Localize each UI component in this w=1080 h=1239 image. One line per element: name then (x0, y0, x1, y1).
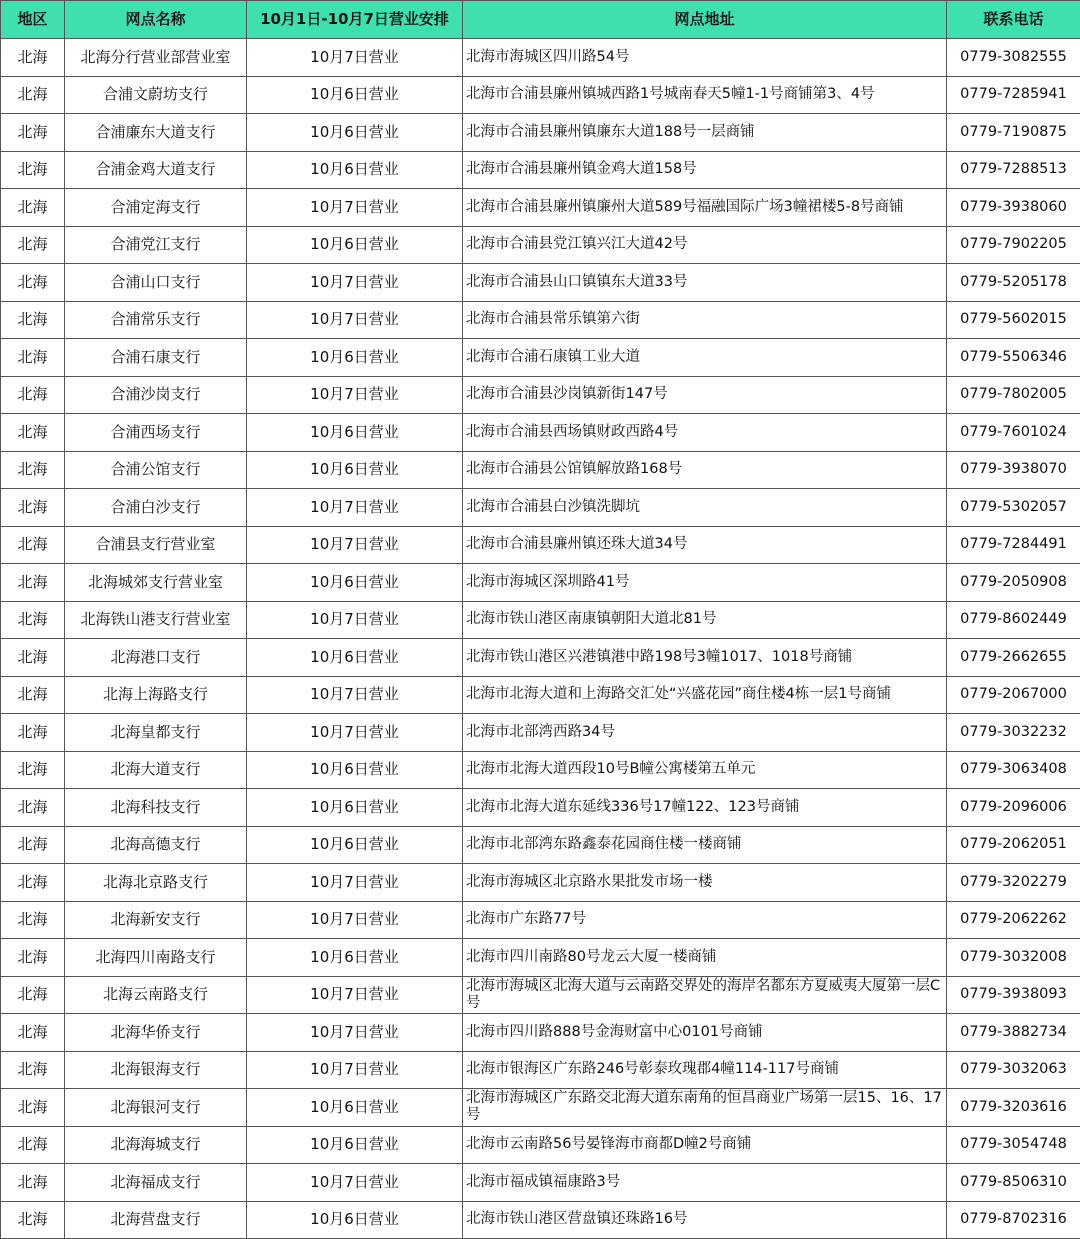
table-row (1, 601, 1080, 639)
phone-cell: 0779-3882734 (947, 1014, 1080, 1052)
branch-name-cell: 北海分行营业部营业室 (65, 39, 247, 77)
region-cell: 北海 (1, 901, 65, 939)
header-region: 地区 (1, 1, 65, 39)
region-cell: 北海 (1, 1089, 65, 1127)
table-row (1, 226, 1080, 264)
table-row (1, 864, 1080, 902)
address-cell: 北海市海城区四川路54号 (463, 39, 947, 77)
branch-name-cell: 北海四川南路支行 (65, 939, 247, 977)
schedule-cell: 10月6日营业 (247, 226, 463, 264)
phone-cell: 0779-2062051 (947, 826, 1080, 864)
region-cell: 北海 (1, 1014, 65, 1052)
schedule-cell: 10月7日营业 (247, 601, 463, 639)
table-row (1, 826, 1080, 864)
schedule-cell: 10月6日营业 (247, 1201, 463, 1239)
table-row (1, 189, 1080, 227)
table-row (1, 976, 1080, 1014)
table-row (1, 901, 1080, 939)
region-cell: 北海 (1, 226, 65, 264)
address-cell: 北海市北海大道和上海路交汇处“兴盛花园”商住楼4栋一层1号商铺 (463, 676, 947, 714)
schedule-cell: 10月6日营业 (247, 789, 463, 827)
phone-cell: 0779-2662655 (947, 639, 1080, 677)
branch-name-cell: 合浦公馆支行 (65, 451, 247, 489)
schedule-cell: 10月6日营业 (247, 751, 463, 789)
schedule-cell: 10月7日营业 (247, 901, 463, 939)
address-cell: 北海市合浦县公馆镇解放路168号 (463, 451, 947, 489)
region-cell: 北海 (1, 826, 65, 864)
branch-name-cell: 北海城郊支行营业室 (65, 564, 247, 602)
schedule-cell: 10月6日营业 (247, 564, 463, 602)
region-cell: 北海 (1, 339, 65, 377)
table-row (1, 376, 1080, 414)
branch-name-cell: 合浦金鸡大道支行 (65, 151, 247, 189)
table-row (1, 939, 1080, 977)
address-cell: 北海市铁山港区南康镇朝阳大道北81号 (463, 601, 947, 639)
phone-cell: 0779-5205178 (947, 264, 1080, 302)
table-row (1, 1051, 1080, 1089)
phone-cell: 0779-8702316 (947, 1201, 1080, 1239)
table-row (1, 39, 1080, 77)
region-cell: 北海 (1, 39, 65, 77)
schedule-cell: 10月6日营业 (247, 414, 463, 452)
phone-cell: 0779-8602449 (947, 601, 1080, 639)
region-cell: 北海 (1, 639, 65, 677)
table-row (1, 789, 1080, 827)
address-cell: 北海市合浦县党江镇兴江大道42号 (463, 226, 947, 264)
schedule-cell: 10月7日营业 (247, 264, 463, 302)
phone-cell: 0779-5602015 (947, 301, 1080, 339)
region-cell: 北海 (1, 189, 65, 227)
region-cell: 北海 (1, 564, 65, 602)
region-cell: 北海 (1, 676, 65, 714)
phone-cell: 0779-3063408 (947, 751, 1080, 789)
table-row (1, 301, 1080, 339)
region-cell: 北海 (1, 1201, 65, 1239)
table-header (1, 1, 1080, 39)
table-row (1, 451, 1080, 489)
table-row (1, 564, 1080, 602)
address-cell: 北海市四川路888号金海财富中心0101号商铺 (463, 1014, 947, 1052)
branch-name-cell: 北海云南路支行 (65, 976, 247, 1014)
address-cell: 北海市合浦县廉州镇廉东大道188号一层商铺 (463, 114, 947, 152)
branch-name-cell: 合浦沙岗支行 (65, 376, 247, 414)
schedule-cell: 10月7日营业 (247, 976, 463, 1014)
phone-cell: 0779-3032232 (947, 714, 1080, 752)
address-cell: 北海市合浦县山口镇镇东大道33号 (463, 264, 947, 302)
schedule-cell: 10月6日营业 (247, 639, 463, 677)
region-cell: 北海 (1, 376, 65, 414)
branch-name-cell: 北海铁山港支行营业室 (65, 601, 247, 639)
phone-cell: 0779-7285941 (947, 76, 1080, 114)
phone-cell: 0779-7284491 (947, 526, 1080, 564)
address-cell: 北海市合浦县廉州镇金鸡大道158号 (463, 151, 947, 189)
address-cell: 北海市铁山港区营盘镇还珠路16号 (463, 1201, 947, 1239)
table-row (1, 1014, 1080, 1052)
phone-cell: 0779-5506346 (947, 339, 1080, 377)
table-row (1, 526, 1080, 564)
region-cell: 北海 (1, 301, 65, 339)
branch-name-cell: 合浦党江支行 (65, 226, 247, 264)
branch-name-cell: 北海皇都支行 (65, 714, 247, 752)
branch-name-cell: 北海海城支行 (65, 1126, 247, 1164)
schedule-cell: 10月7日营业 (247, 39, 463, 77)
table-row (1, 714, 1080, 752)
branch-name-cell: 北海上海路支行 (65, 676, 247, 714)
address-cell: 北海市四川南路80号龙云大厦一楼商铺 (463, 939, 947, 977)
region-cell: 北海 (1, 976, 65, 1014)
schedule-cell: 10月7日营业 (247, 1164, 463, 1202)
table-row (1, 639, 1080, 677)
region-cell: 北海 (1, 526, 65, 564)
address-cell: 北海市合浦县廉州镇廉州大道589号福融国际广场3幢裙楼5-8号商铺 (463, 189, 947, 227)
region-cell: 北海 (1, 789, 65, 827)
schedule-cell: 10月7日营业 (247, 376, 463, 414)
address-cell: 北海市海城区广东路交北海大道东南角的恒昌商业广场第一层15、16、17号 (463, 1089, 947, 1127)
region-cell: 北海 (1, 864, 65, 902)
phone-cell: 0779-3203616 (947, 1089, 1080, 1127)
region-cell: 北海 (1, 489, 65, 527)
phone-cell: 0779-3202279 (947, 864, 1080, 902)
table-row (1, 751, 1080, 789)
branch-name-cell: 合浦定海支行 (65, 189, 247, 227)
phone-cell: 0779-8506310 (947, 1164, 1080, 1202)
address-cell: 北海市北海大道西段10号B幢公寓楼第五单元 (463, 751, 947, 789)
phone-cell: 0779-3938093 (947, 976, 1080, 1014)
address-cell: 北海市北部湾东路鑫泰花园商住楼一楼商铺 (463, 826, 947, 864)
branch-name-cell: 合浦县支行营业室 (65, 526, 247, 564)
address-cell: 北海市广东路77号 (463, 901, 947, 939)
region-cell: 北海 (1, 264, 65, 302)
header-row (1, 1, 1080, 39)
phone-cell: 0779-2067000 (947, 676, 1080, 714)
phone-cell: 0779-3082555 (947, 39, 1080, 77)
phone-cell: 0779-2062262 (947, 901, 1080, 939)
phone-cell: 0779-7601024 (947, 414, 1080, 452)
table-row (1, 676, 1080, 714)
region-cell: 北海 (1, 1051, 65, 1089)
schedule-cell: 10月6日营业 (247, 1089, 463, 1127)
schedule-cell: 10月7日营业 (247, 864, 463, 902)
branch-name-cell: 合浦文蔚坊支行 (65, 76, 247, 114)
phone-cell: 0779-3054748 (947, 1126, 1080, 1164)
address-cell: 北海市合浦县廉州镇还珠大道34号 (463, 526, 947, 564)
region-cell: 北海 (1, 714, 65, 752)
table-row (1, 151, 1080, 189)
address-cell: 北海市合浦县廉州镇城西路1号城南春天5幢1-1号商铺第3、4号 (463, 76, 947, 114)
branch-name-cell: 北海港口支行 (65, 639, 247, 677)
branch-name-cell: 北海北京路支行 (65, 864, 247, 902)
schedule-cell: 10月6日营业 (247, 939, 463, 977)
region-cell: 北海 (1, 114, 65, 152)
branch-name-cell: 北海营盘支行 (65, 1201, 247, 1239)
schedule-cell: 10月7日营业 (247, 489, 463, 527)
schedule-cell: 10月6日营业 (247, 151, 463, 189)
schedule-cell: 10月7日营业 (247, 1014, 463, 1052)
phone-cell: 0779-7902205 (947, 226, 1080, 264)
table-row (1, 339, 1080, 377)
branch-name-cell: 合浦廉东大道支行 (65, 114, 247, 152)
schedule-cell: 10月6日营业 (247, 451, 463, 489)
table-row (1, 1126, 1080, 1164)
region-cell: 北海 (1, 151, 65, 189)
region-cell: 北海 (1, 751, 65, 789)
table-body (1, 39, 1080, 1239)
table-row (1, 414, 1080, 452)
schedule-cell: 10月7日营业 (247, 1051, 463, 1089)
phone-cell: 0779-2096006 (947, 789, 1080, 827)
branch-name-cell: 合浦常乐支行 (65, 301, 247, 339)
branch-name-cell: 北海华侨支行 (65, 1014, 247, 1052)
address-cell: 北海市合浦县西场镇财政西路4号 (463, 414, 947, 452)
branch-name-cell: 北海高德支行 (65, 826, 247, 864)
phone-cell: 0779-2050908 (947, 564, 1080, 602)
phone-cell: 0779-3938070 (947, 451, 1080, 489)
phone-cell: 0779-3938060 (947, 189, 1080, 227)
table-row (1, 114, 1080, 152)
address-cell: 北海市海城区北海大道与云南路交界处的海岸名都东方夏威夷大厦第一层C号 (463, 976, 947, 1014)
schedule-cell: 10月6日营业 (247, 76, 463, 114)
branch-name-cell: 合浦白沙支行 (65, 489, 247, 527)
schedule-cell: 10月6日营业 (247, 1126, 463, 1164)
header-schedule: 10月1日-10月7日营业安排 (247, 1, 463, 39)
schedule-cell: 10月7日营业 (247, 714, 463, 752)
branch-name-cell: 北海福成支行 (65, 1164, 247, 1202)
table-row (1, 264, 1080, 302)
header-address: 网点地址 (463, 1, 947, 39)
region-cell: 北海 (1, 1164, 65, 1202)
address-cell: 北海市合浦县常乐镇第六街 (463, 301, 947, 339)
table-row (1, 76, 1080, 114)
address-cell: 北海市云南路56号晏锋海市商都D幢2号商铺 (463, 1126, 947, 1164)
address-cell: 北海市海城区北京路水果批发市场一楼 (463, 864, 947, 902)
schedule-cell: 10月7日营业 (247, 526, 463, 564)
phone-cell: 0779-5302057 (947, 489, 1080, 527)
phone-cell: 0779-3032008 (947, 939, 1080, 977)
region-cell: 北海 (1, 601, 65, 639)
region-cell: 北海 (1, 1126, 65, 1164)
address-cell: 北海市银海区广东路246号彰泰玫瑰郡4幢114-117号商铺 (463, 1051, 947, 1089)
branch-name-cell: 北海银海支行 (65, 1051, 247, 1089)
table-row (1, 1089, 1080, 1127)
address-cell: 北海市北部湾西路34号 (463, 714, 947, 752)
region-cell: 北海 (1, 76, 65, 114)
schedule-cell: 10月7日营业 (247, 301, 463, 339)
branch-name-cell: 北海科技支行 (65, 789, 247, 827)
address-cell: 北海市合浦县沙岗镇新街147号 (463, 376, 947, 414)
schedule-cell: 10月6日营业 (247, 826, 463, 864)
table-row (1, 1201, 1080, 1239)
phone-cell: 0779-7190875 (947, 114, 1080, 152)
schedule-cell: 10月7日营业 (247, 676, 463, 714)
branch-name-cell: 北海大道支行 (65, 751, 247, 789)
phone-cell: 0779-7288513 (947, 151, 1080, 189)
address-cell: 北海市北海大道东延线336号17幢122、123号商铺 (463, 789, 947, 827)
address-cell: 北海市合浦县白沙镇洗脚坑 (463, 489, 947, 527)
table-row (1, 489, 1080, 527)
header-phone: 联系电话 (947, 1, 1080, 39)
branch-name-cell: 合浦西场支行 (65, 414, 247, 452)
branch-name-cell: 合浦石康支行 (65, 339, 247, 377)
branch-name-cell: 北海银河支行 (65, 1089, 247, 1127)
address-cell: 北海市福成镇福康路3号 (463, 1164, 947, 1202)
address-cell: 北海市合浦石康镇工业大道 (463, 339, 947, 377)
phone-cell: 0779-3032063 (947, 1051, 1080, 1089)
schedule-cell: 10月6日营业 (247, 114, 463, 152)
phone-cell: 0779-7802005 (947, 376, 1080, 414)
branch-name-cell: 合浦山口支行 (65, 264, 247, 302)
region-cell: 北海 (1, 939, 65, 977)
header-branch-name: 网点名称 (65, 1, 247, 39)
branch-name-cell: 北海新安支行 (65, 901, 247, 939)
region-cell: 北海 (1, 414, 65, 452)
table-row (1, 1164, 1080, 1202)
schedule-cell: 10月6日营业 (247, 339, 463, 377)
region-cell: 北海 (1, 451, 65, 489)
schedule-cell: 10月7日营业 (247, 189, 463, 227)
address-cell: 北海市铁山港区兴港镇港中路198号3幢1017、1018号商铺 (463, 639, 947, 677)
address-cell: 北海市海城区深圳路41号 (463, 564, 947, 602)
